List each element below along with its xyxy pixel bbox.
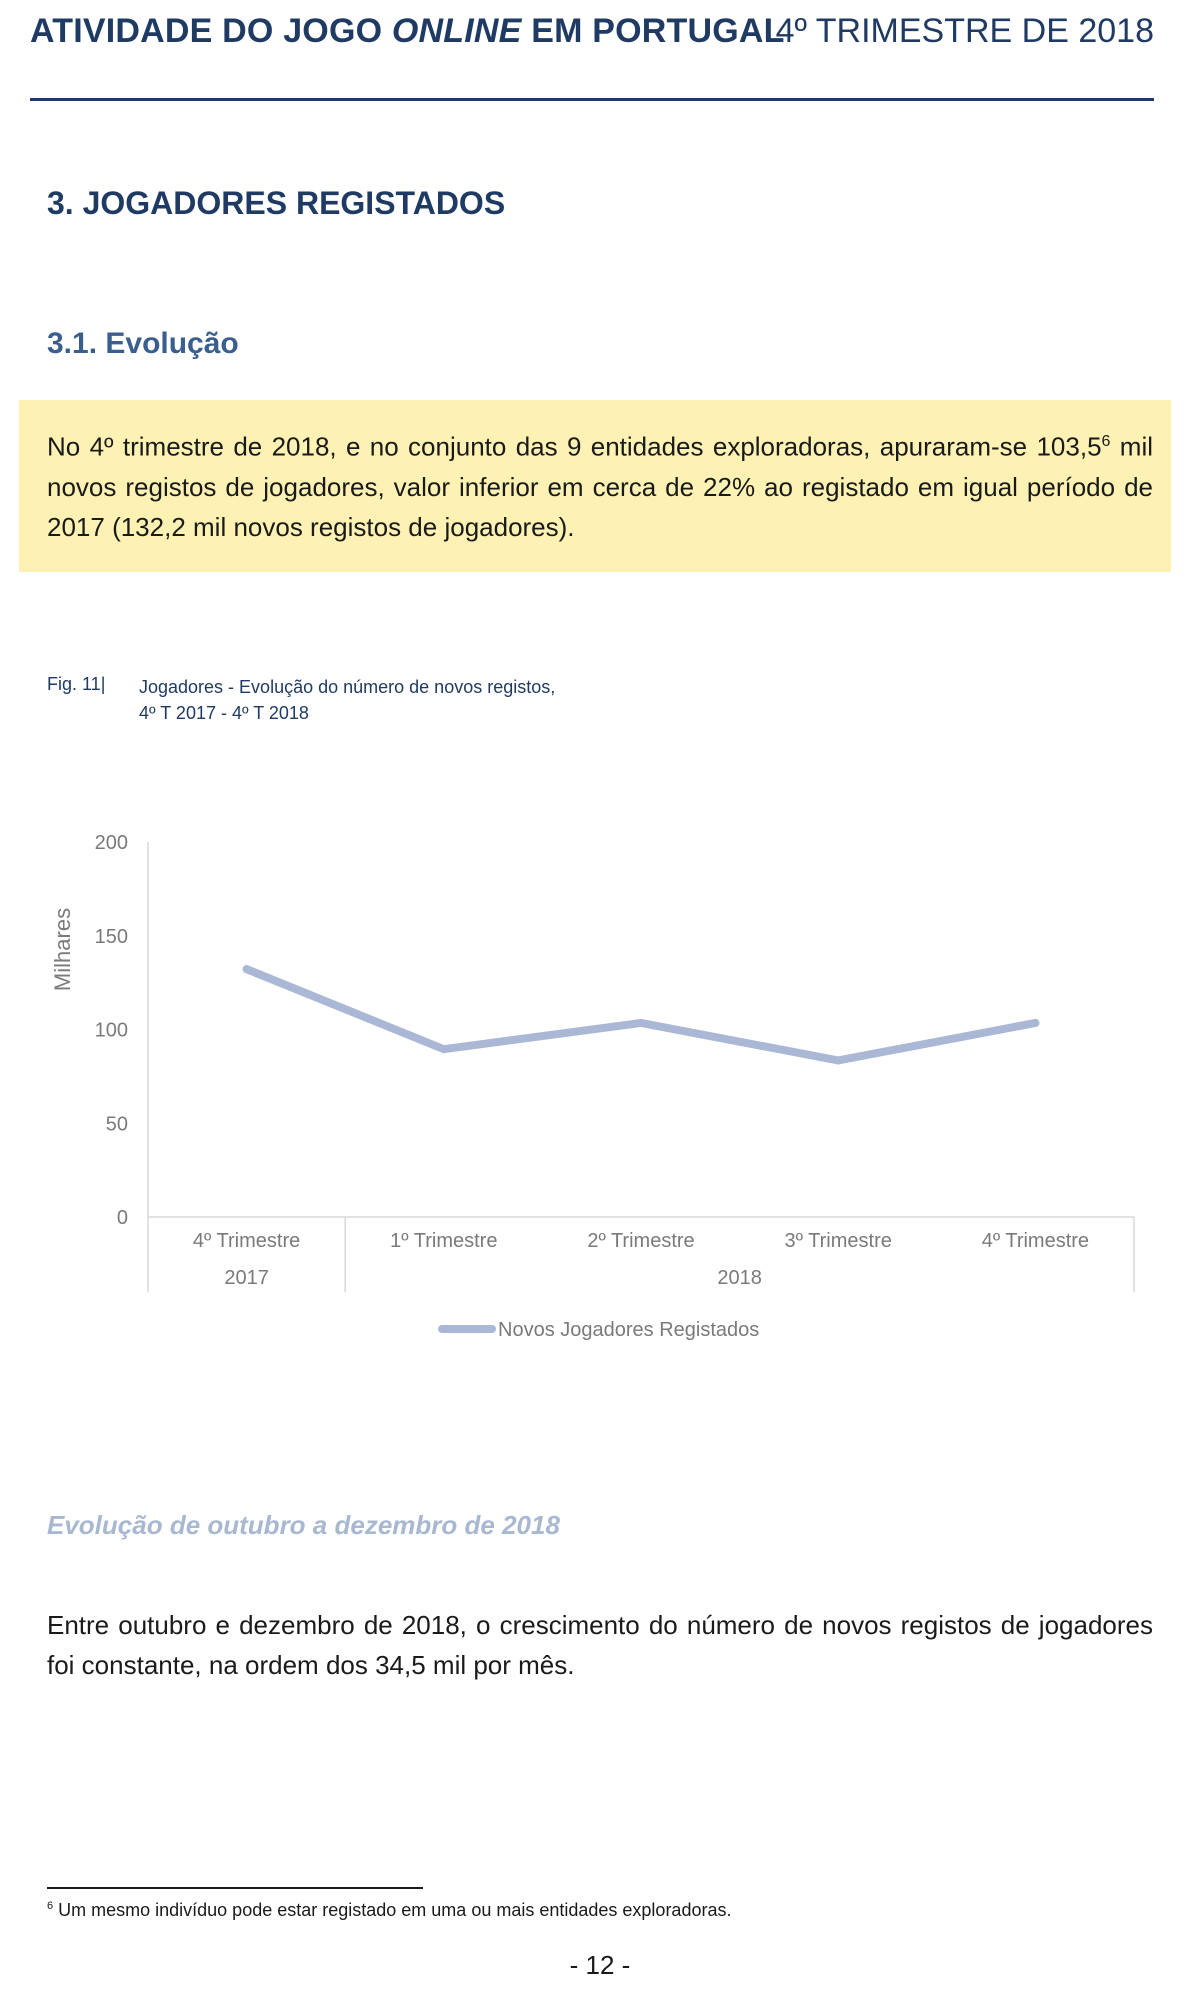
- x-group-label: 2018: [717, 1267, 762, 1289]
- figure-caption-line2: 4º T 2017 - 4º T 2018: [139, 703, 309, 723]
- x-tick-label: 1º Trimestre: [390, 1230, 498, 1252]
- header-title: [30, 12, 785, 51]
- evolution-paragraph: Entre outubro e dezembro de 2018, o crescimento do número de novos registos de jogadores foi constante, na ordem dos 34,5 mil por mês.: [47, 1610, 1153, 1680]
- footnote-divider: [47, 1887, 423, 1889]
- data-point: [243, 965, 251, 973]
- figure-label: Fig. 11|: [47, 674, 106, 694]
- section-title: 3. JOGADORES REGISTADOS: [47, 185, 506, 221]
- y-tick-label: 100: [94, 1019, 128, 1042]
- highlight-text: [47, 422, 1153, 547]
- header-title-italic: ONLINE: [391, 12, 522, 50]
- x-tick-label: 2º Trimestre: [587, 1230, 695, 1252]
- highlight-text-part1: No 4º trimestre de 2018, e no conjunto das 9 entidades exploradoras, apuraram-se 103,5: [47, 431, 1102, 462]
- figure-caption: [139, 674, 555, 726]
- line-chart: [40, 810, 1150, 1350]
- y-tick-label: 50: [105, 1113, 128, 1136]
- footnote-ref-link[interactable]: 6: [1101, 433, 1111, 450]
- x-group-label: 2017: [224, 1267, 269, 1289]
- footnote: [47, 1900, 731, 1921]
- data-point: [440, 1045, 448, 1053]
- data-point: [1031, 1019, 1039, 1027]
- y-tick-label: 150: [94, 925, 128, 948]
- footnote-text: Um mesmo indivíduo pode estar registado em uma ou mais entidades exploradoras.: [53, 1900, 732, 1920]
- header-title-part2: EM PORTUGAL: [521, 12, 785, 50]
- page-number: - 12 -: [569, 1950, 631, 1980]
- data-point: [637, 1019, 645, 1027]
- legend-label: Novos Jogadores Registados: [498, 1319, 760, 1341]
- footnote-number: 6: [47, 1900, 54, 1912]
- x-tick-label: 3º Trimestre: [784, 1230, 892, 1252]
- x-tick-label: 4º Trimestre: [981, 1230, 1090, 1252]
- header-title-part1: ATIVIDADE DO JOGO: [30, 12, 392, 50]
- highlight-text-part2: mil novos registos de jogadores, valor inferior em cerca de 22% ao registado em igual período de 2017 (132,2 mil novos registos de jogadores).: [47, 431, 1154, 542]
- data-point: [834, 1056, 842, 1064]
- series-line: [247, 969, 1036, 1060]
- y-tick-label: 0: [116, 1207, 128, 1229]
- header-period: 4º TRIMESTRE DE 2018: [775, 12, 1154, 50]
- y-axis-label: Milhares: [50, 907, 75, 992]
- y-tick-label: 200: [94, 832, 128, 854]
- x-tick-label: 4º Trimestre: [192, 1230, 301, 1252]
- evolution-heading: Evolução de outubro a dezembro de 2018: [47, 1510, 560, 1540]
- header-divider: [30, 98, 1154, 101]
- figure-caption-line1: Jogadores - Evolução do número de novos registos,: [139, 677, 556, 697]
- subsection-title: 3.1. Evolução: [47, 327, 239, 360]
